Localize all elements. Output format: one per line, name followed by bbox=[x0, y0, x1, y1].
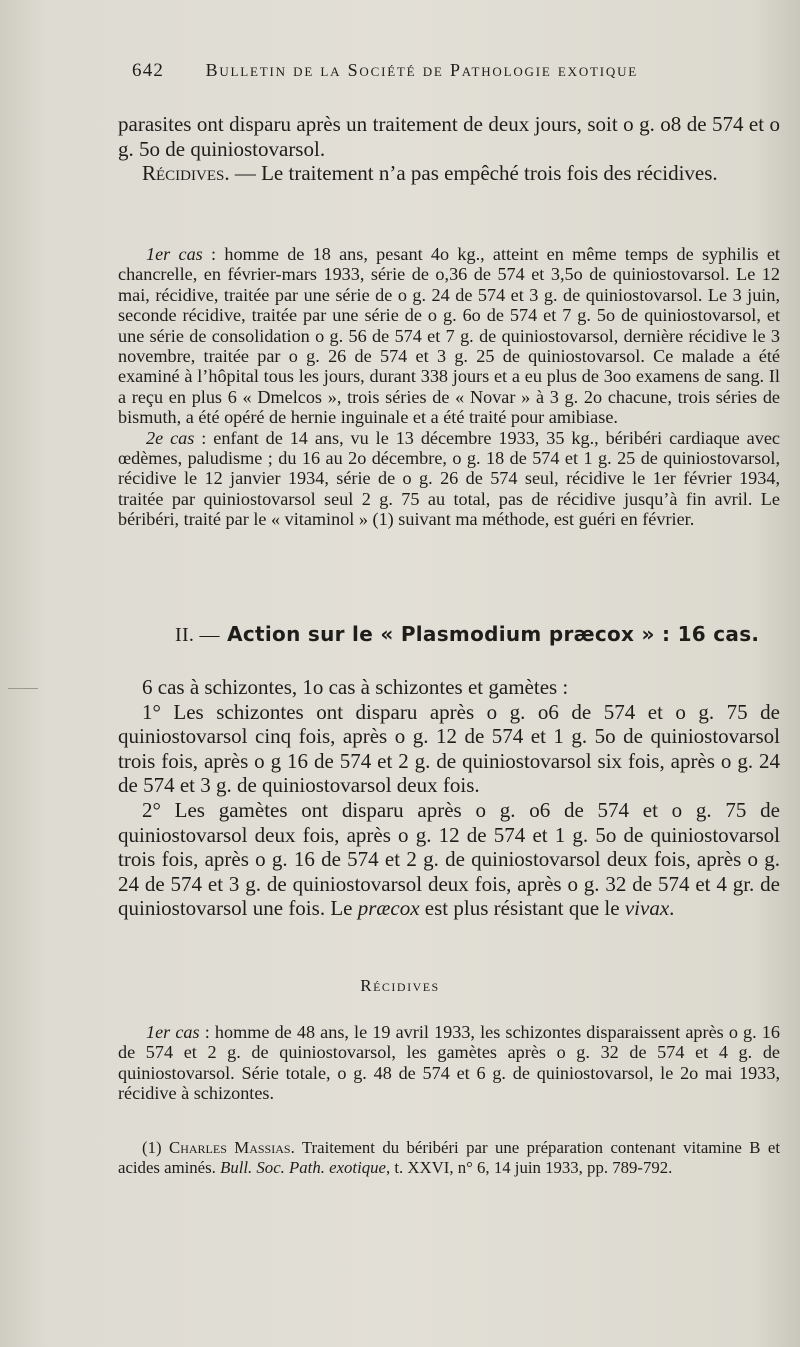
section-paragraph-3-end: . bbox=[669, 896, 675, 921]
vivax-term: vivax bbox=[624, 896, 670, 921]
recidives-label: Récidives. bbox=[142, 161, 230, 186]
section-heading bbox=[175, 622, 775, 647]
running-title: Bulletin de la Société de Pathologie exotique bbox=[205, 60, 639, 80]
section-paragraph-3 bbox=[118, 798, 780, 921]
section-body bbox=[118, 675, 780, 921]
recidives-heading: Récidives bbox=[360, 976, 440, 995]
recidives-intro-paragraph bbox=[118, 161, 780, 186]
case-1-paragraph bbox=[118, 244, 780, 428]
footnote bbox=[118, 1138, 780, 1177]
intro-block bbox=[118, 112, 780, 186]
praecox-term: præcox bbox=[357, 896, 420, 921]
section-paragraph-3-text: 2° Les gamètes ont disparu après o g. o6 de 574 et o g. 75 de quiniostovarsol deux fois, après o g. 12 de 574 et 1 g. 5o de quiniostovarsol trois fois, après o g. 16 de 574 et 2 g. de quiniostovarsol deux fois, après o g. 24 de 574 et 3 g. de quiniostovarsol deux fois, après o g. 32 de 574 et 4 gr. de quiniostovarsol une fois. Le bbox=[118, 797, 780, 921]
footnote-author: Charles Massias bbox=[169, 1138, 291, 1157]
case-2-text: : enfant de 14 ans, vu le 13 décembre 1933, 35 kg., béribéri cardiaque avec œdèmes, paludisme ; du 16 au 2o décembre, o g. 18 de 574 et 1 g. 25 de quiniostovarsol, récidive le 12 janvier 1934, série de o g. 26 de 574 seul, récidive le 1er février 1934, traitée par quiniostovarsol seul 2 g. 75 au total, pas de récidive jusqu’à fin avril. Le béribéri, traité par le « vitaminol » (1) suivant ma méthode, est guéri en février. bbox=[118, 427, 780, 530]
case-1-text: : homme de 18 ans, pesant 4o kg., atteint en même temps de syphilis et chancrelle, en février-mars 1933, série de o,36 de 574 et 3,5o de quiniostovarsol. Le 12 mai, récidive, traitée par une série de o g. 24 de 574 et 3 g. de quiniostovarsol. Le 3 juin, seconde récidive, traitée par une série de o g. 6o de 574 et 7 g. 5o de quiniostovarsol, et une série de consolidation o g. 56 de 574 et 7 g. de quiniostovarsol, dernière récidive le 3 novembre, traitée par o g. 26 de 574 et 3 g. 25 de quiniostovarsol. Ce malade a été examiné à l’hôpital tous les jours, durant 338 jours et a eu plus de 3oo examens de sang. Il a reçu en plus 6 « Dmelcos », trois séries de « Novar » à 3 g. 2o chacune, trois séries de bismuth, a été opéré de hernie inguinale et a été traité pour amibiase. bbox=[118, 244, 780, 428]
cases-block bbox=[118, 244, 780, 530]
page-header bbox=[132, 60, 760, 82]
recidive-case-1-label: 1er cas bbox=[146, 1022, 200, 1042]
footnote-text-2: , t. XXVI, n° 6, 14 juin 1933, pp. 789-792. bbox=[385, 1157, 673, 1177]
footnote-text-1: . Traitement du béribéri par une préparation contenant vitamine B et acides aminés. bbox=[118, 1138, 780, 1177]
recidives-block bbox=[118, 1022, 780, 1104]
margin-mark bbox=[8, 688, 38, 689]
section-title-text: Action sur le « Plasmodium præcox » : 16 cas. bbox=[227, 622, 760, 646]
page-number: 642 bbox=[132, 60, 165, 81]
recidives-intro-text: — Le traitement n’a pas empêché trois fois des récidives. bbox=[229, 161, 718, 186]
footnote-number: (1) bbox=[142, 1138, 162, 1157]
intro-paragraph: parasites ont disparu après un traitement de deux jours, soit o g. o8 de 574 et o g. 5o de quiniostovarsol. bbox=[118, 112, 780, 161]
section-paragraph-1: 6 cas à schizontes, 1o cas à schizontes et gamètes : bbox=[142, 675, 569, 699]
section-number: II. — bbox=[175, 624, 220, 646]
section-paragraph-3-mid: est plus résistant que le bbox=[419, 896, 625, 921]
case-2-paragraph bbox=[118, 428, 780, 530]
case-1-label: 1er cas bbox=[146, 244, 203, 264]
recidive-case-1-paragraph bbox=[118, 1022, 780, 1104]
section-paragraph-2: 1° Les schizontes ont disparu après o g. o6 de 574 et o g. 75 de quiniostovarsol cinq fois, après o g. 12 de 574 et 1 g. 5o de quiniostovarsol trois fois, après o g 16 de 574 et 2 g. de quiniostovarsol six fois, après o g. 24 de 574 et 3 g. de quiniostovarsol deux fois. bbox=[118, 699, 780, 798]
case-2-label: 2e cas bbox=[146, 427, 195, 448]
footnote-journal: Bull. Soc. Path. exotique bbox=[220, 1157, 386, 1177]
recidive-case-1-text: : homme de 48 ans, le 19 avril 1933, les schizontes disparaissent après o g. 16 de 574 et 2 g. de quiniostovarsol, les gamètes après o g. 32 de 574 et 4 g. de quiniostovarsol. Série totale, o g. 48 de 574 et 6 g. de quiniostovarsol, le 2o mai 1933, récidive à schizontes. bbox=[118, 1022, 780, 1104]
